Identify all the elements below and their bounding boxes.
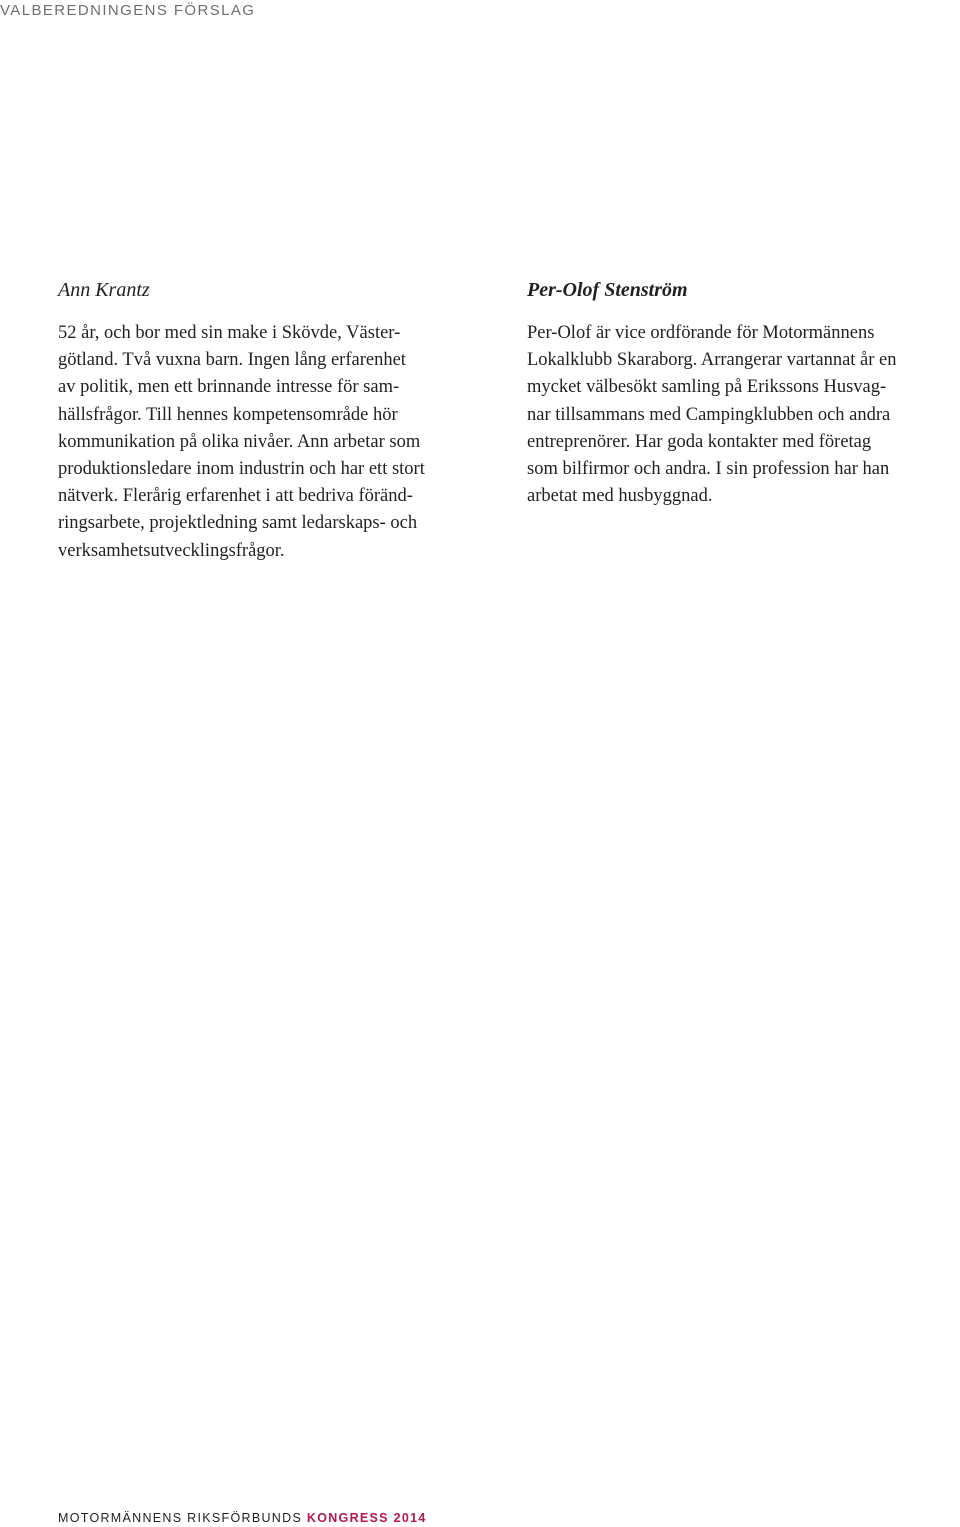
description-line: götland. Två vuxna barn. Ingen lång erfarenhet xyxy=(58,350,406,371)
candidate-bio-ann-krantz xyxy=(58,276,498,565)
description-line: hällsfrågor. Till hennes kompetensområde hör xyxy=(58,404,398,425)
page-footer xyxy=(58,1511,427,1525)
footer-event: KONGRESS 2014 xyxy=(306,1511,427,1525)
candidate-description xyxy=(527,320,957,510)
description-line: nar tillsammans med Campingklubben och andra xyxy=(527,404,891,425)
description-line: Per-Olof är vice ordförande för Motormännens xyxy=(527,323,875,343)
description-line: Lokalklubb Skaraborg. Arrangerar vartannat år en xyxy=(527,350,897,371)
description-line: nätverk. Flerårig erfarenhet i att bedriva föränd- xyxy=(58,486,413,507)
description-line: produktionsledare inom industrin och har ett stort xyxy=(58,459,425,480)
description-line: kommunikation på olika nivåer. Ann arbetar som xyxy=(58,431,421,452)
candidate-description xyxy=(58,320,498,565)
description-line: arbetat med husbyggnad. xyxy=(527,486,713,507)
footer-organization: MOTORMÄNNENS RIKSFÖRBUNDS xyxy=(58,1511,303,1525)
description-line: som bilfirmor och andra. I sin profession har han xyxy=(527,459,890,480)
running-head: VALBEREDNINGENS FÖRSLAG xyxy=(0,2,256,19)
description-line: av politik, men ett brinnande intresse för sam- xyxy=(58,377,400,398)
candidate-name: Ann Krantz xyxy=(58,279,150,301)
description-line: entreprenörer. Har goda kontakter med företag xyxy=(527,431,872,452)
description-line: verksamhetsutvecklingsfrågor. xyxy=(58,540,285,561)
description-line: mycket välbesökt samling på Erikssons Husvag- xyxy=(527,377,887,398)
candidate-name: Per-Olof Stenström xyxy=(527,279,688,301)
candidate-bio-per-olof-stenstrom xyxy=(527,276,957,510)
description-line: ringsarbete, projektledning samt ledarskaps- och xyxy=(58,513,418,534)
description-line: 52 år, och bor med sin make i Skövde, Väster- xyxy=(58,323,401,343)
